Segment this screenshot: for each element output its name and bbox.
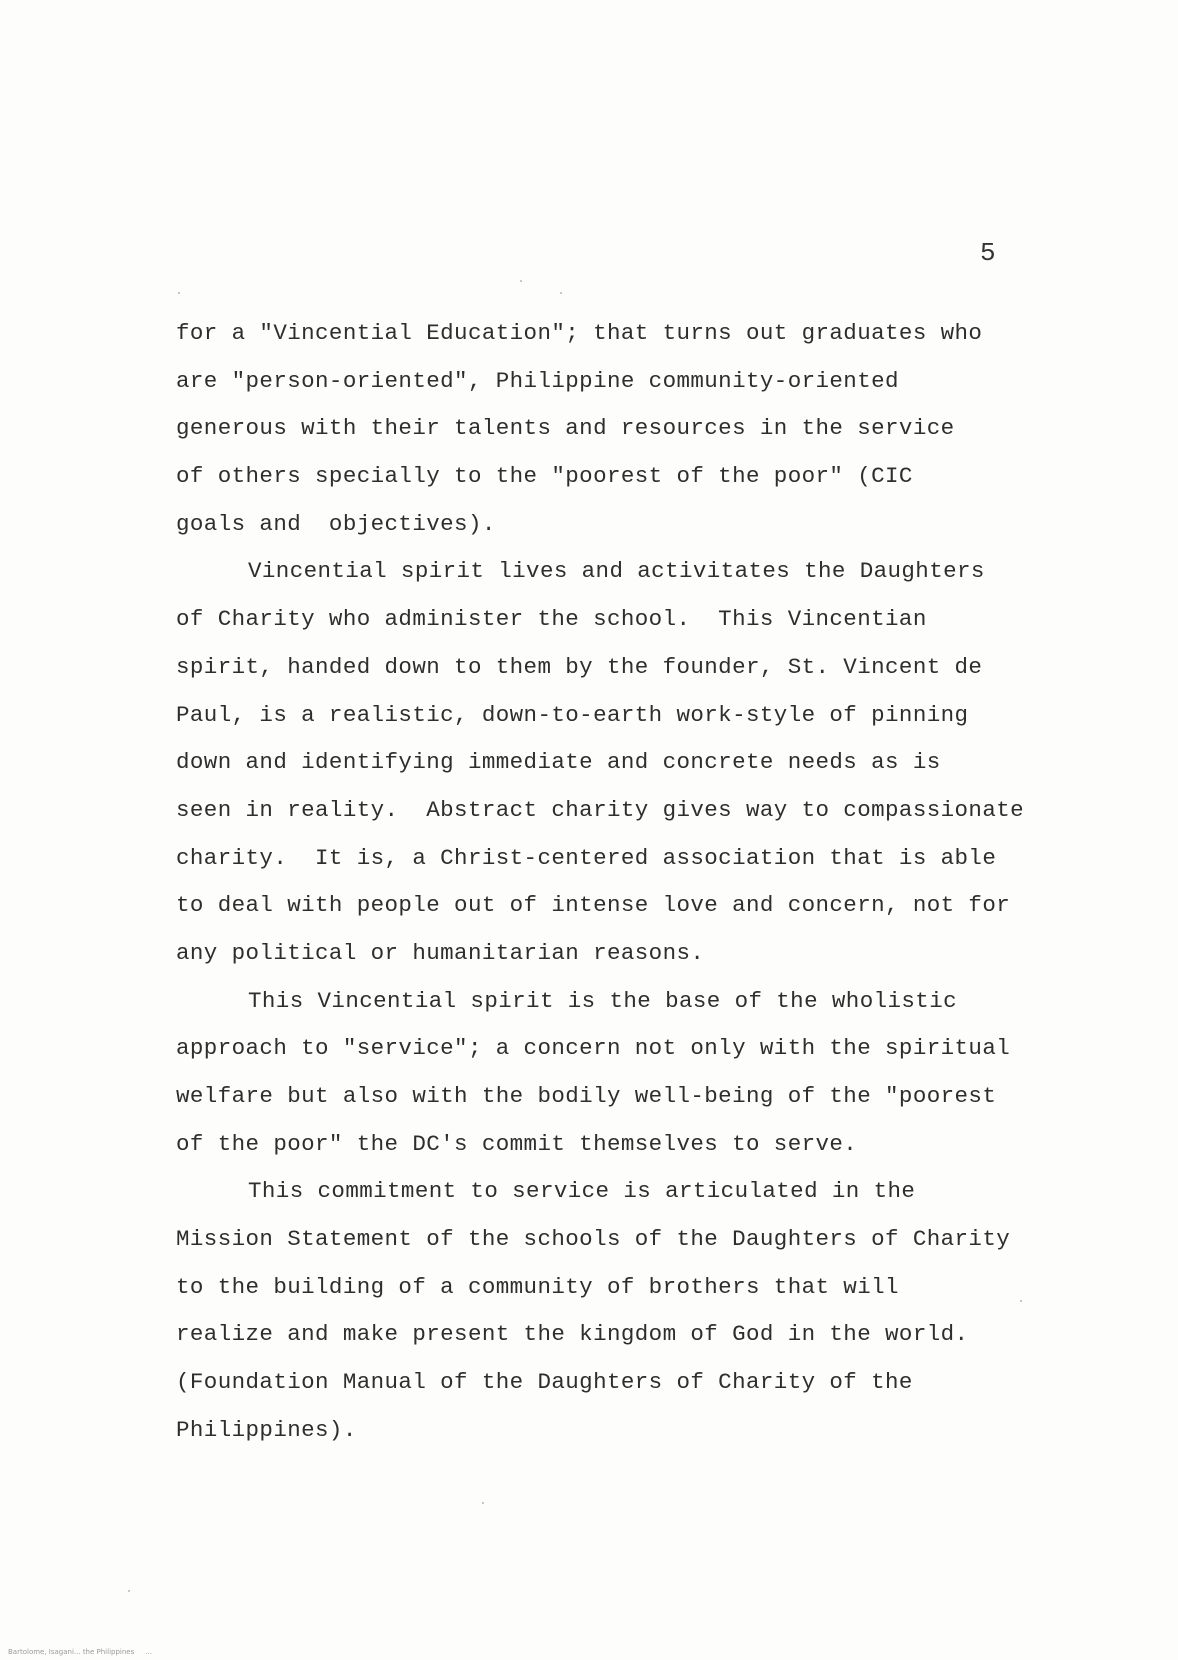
text-line: to the building of a community of brothers that will bbox=[176, 1273, 899, 1300]
scan-speck bbox=[178, 292, 180, 294]
scan-speck bbox=[128, 1590, 130, 1592]
text-line: for a "Vincential Education"; that turns out graduates who bbox=[176, 320, 983, 346]
paragraph-start-line: Vincential spirit lives and activitates the Daughters bbox=[248, 558, 985, 585]
text-line: of others specially to the "poorest of the poor" (CIC bbox=[176, 463, 913, 490]
page-number: 5 bbox=[980, 238, 996, 268]
paragraph-start-line: This commitment to service is articulated in the bbox=[248, 1178, 916, 1205]
text-line: Philippines). bbox=[176, 1416, 357, 1443]
text-line: spirit, handed down to them by the founder, St. Vincent de bbox=[176, 653, 983, 680]
paragraph-start-line: This Vincential spirit is the base of the wholistic bbox=[248, 987, 958, 1014]
text-line: approach to "service"; a concern not only with the spiritual bbox=[176, 1035, 1011, 1062]
text-line: charity. It is, a Christ-centered association that is able bbox=[176, 844, 997, 871]
scan-footer: Bartolome, Isagani... the Philippines ... bbox=[8, 1648, 153, 1656]
scan-speck bbox=[520, 280, 522, 282]
text-line: goals and objectives). bbox=[176, 510, 496, 537]
text-line: down and identifying immediate and concrete needs as is bbox=[176, 749, 941, 776]
text-line: generous with their talents and resources in the service bbox=[176, 415, 955, 442]
scan-speck bbox=[1020, 1300, 1022, 1302]
text-line: are "person-oriented", Philippine community-oriented bbox=[176, 367, 899, 394]
text-line: seen in reality. Abstract charity gives way to compassionate bbox=[176, 796, 1025, 823]
text-line: to deal with people out of intense love and concern, not for bbox=[176, 892, 1011, 919]
text-line: realize and make present the kingdom of God in the world. bbox=[176, 1321, 969, 1348]
scan-speck bbox=[482, 1502, 484, 1504]
scan-speck bbox=[560, 292, 562, 294]
text-line: (Foundation Manual of the Daughters of Charity of the bbox=[176, 1369, 913, 1396]
text-line: Mission Statement of the schools of the Daughters of Charity bbox=[176, 1226, 1011, 1253]
text-line: Paul, is a realistic, down-to-earth work-style of pinning bbox=[176, 701, 969, 728]
text-line: of the poor" the DC's commit themselves to serve. bbox=[176, 1130, 858, 1157]
body-text bbox=[176, 310, 1096, 1455]
text-line: of Charity who administer the school. This Vincentian bbox=[176, 606, 927, 633]
text-line: welfare but also with the bodily well-being of the "poorest bbox=[176, 1083, 997, 1109]
text-line: any political or humanitarian reasons. bbox=[176, 939, 705, 966]
